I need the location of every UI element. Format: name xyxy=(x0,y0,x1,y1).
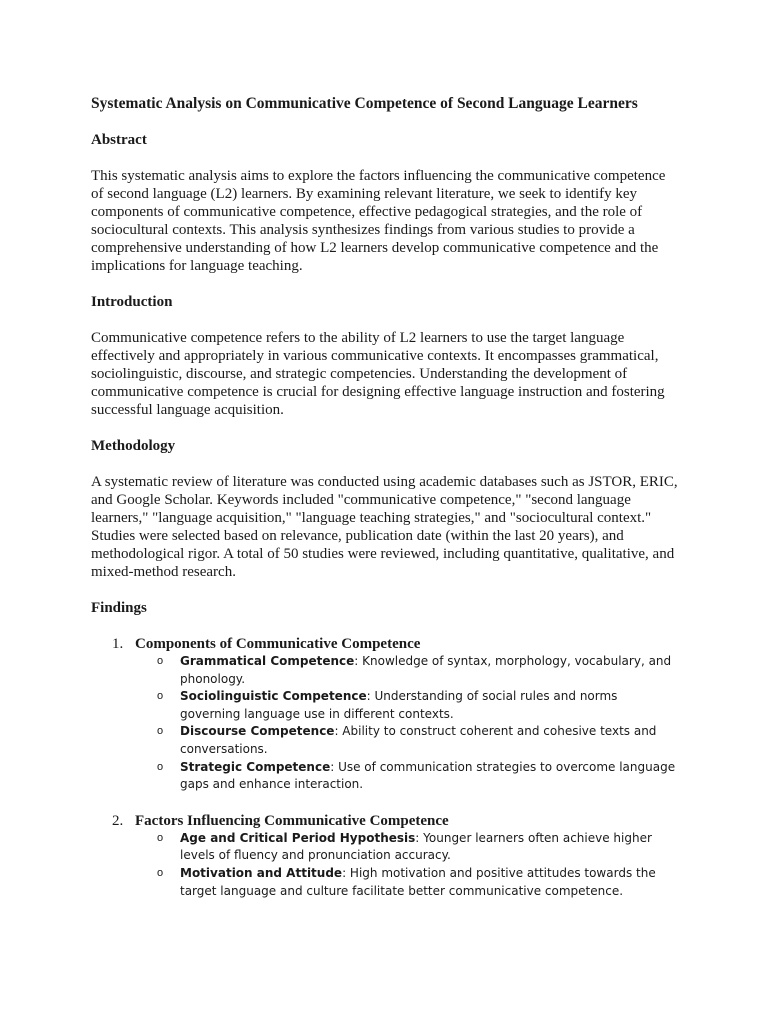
findings-list-item xyxy=(91,635,681,794)
bullet-item xyxy=(91,688,681,723)
bullet-term: Discourse Competence xyxy=(180,724,335,739)
findings-heading: Findings xyxy=(91,600,147,616)
bullet-text: : Use of communication strategies to overcome language gaps and enhance interaction. xyxy=(180,759,676,792)
list-number: 2. xyxy=(112,812,124,829)
bullet-marker-icon: o xyxy=(157,690,164,703)
methodology-heading: Methodology xyxy=(91,438,176,454)
bullet-item xyxy=(91,865,681,900)
bullet-list xyxy=(91,830,681,900)
bullet-marker-icon: o xyxy=(157,866,164,879)
abstract-paragraph: This systematic analysis aims to explore the factors influencing the communicative competence of second language (L2) learners. By examining relevant literature, we seek to identify key components of communicative competence, effective pedagogical strategies, and the role of sociocultural contexts. This analysis synthesizes findings from various studies to provide a comprehensive understanding of how L2 learners develop communicative competence and the implications for language teaching. xyxy=(91,168,666,274)
bullet-marker-icon: o xyxy=(157,760,164,773)
abstract-heading: Abstract xyxy=(91,132,147,148)
bullet-list xyxy=(91,653,681,794)
bullet-marker-icon: o xyxy=(157,725,164,738)
introduction-heading: Introduction xyxy=(91,294,173,310)
numbered-heading-title: Factors Influencing Communicative Competence xyxy=(135,812,449,829)
bullet-item xyxy=(91,759,681,794)
bullet-item xyxy=(91,830,681,865)
document-title: Systematic Analysis on Communicative Competence of Second Language Learners xyxy=(91,95,638,112)
bullet-term: Strategic Competence xyxy=(180,759,331,774)
bullet-text: : High motivation and positive attitudes towards the target language and culture facilitate better communicative competence. xyxy=(180,865,656,898)
introduction-paragraph: Communicative competence refers to the ability of L2 learners to use the target language effectively and appropriately in various communicative contexts. It encompasses grammatical, sociolinguistic, discourse, and strategic competencies. Understanding the development of communicative competence is crucial for designing effective language instruction and fostering successful language acquisition. xyxy=(91,330,665,418)
bullet-marker-icon: o xyxy=(157,655,164,667)
findings-list-item xyxy=(91,812,681,900)
list-number: 1. xyxy=(112,636,124,652)
numbered-heading xyxy=(91,635,681,653)
bullet-term: Age and Critical Period Hypothesis xyxy=(180,830,416,845)
bullet-text: : Younger learners often achieve higher levels of fluency and pronunciation accuracy. xyxy=(180,830,652,863)
bullet-term: Motivation and Attitude xyxy=(180,865,343,880)
bullet-term: Grammatical Competence xyxy=(180,654,355,668)
bullet-term: Sociolinguistic Competence xyxy=(180,689,367,704)
bullet-text: : Ability to construct coherent and cohesive texts and conversations. xyxy=(180,724,657,756)
bullet-item xyxy=(91,653,681,688)
methodology-paragraph: A systematic review of literature was conducted using academic databases such as JSTOR, ERIC, and Google Scholar. Keywords included "communicative competence," "second language learners," "language acquisition," "language teaching strategies," and "sociocultural context." Studies were selected based on relevance, publication date (within the last 20 years), and methodological rigor. A total of 50 studies were reviewed, including quantitative, qualitative, and mixed-method research. xyxy=(91,474,678,580)
numbered-heading xyxy=(91,812,681,830)
bullet-text: : Understanding of social rules and norms governing language use in different contexts. xyxy=(180,689,618,721)
bullet-text: : Knowledge of syntax, morphology, vocabulary, and phonology. xyxy=(180,654,672,686)
bullet-marker-icon: o xyxy=(157,831,164,844)
numbered-heading-title: Components of Communicative Competence xyxy=(135,636,421,652)
bullet-item xyxy=(91,723,681,758)
document-body xyxy=(91,93,681,918)
